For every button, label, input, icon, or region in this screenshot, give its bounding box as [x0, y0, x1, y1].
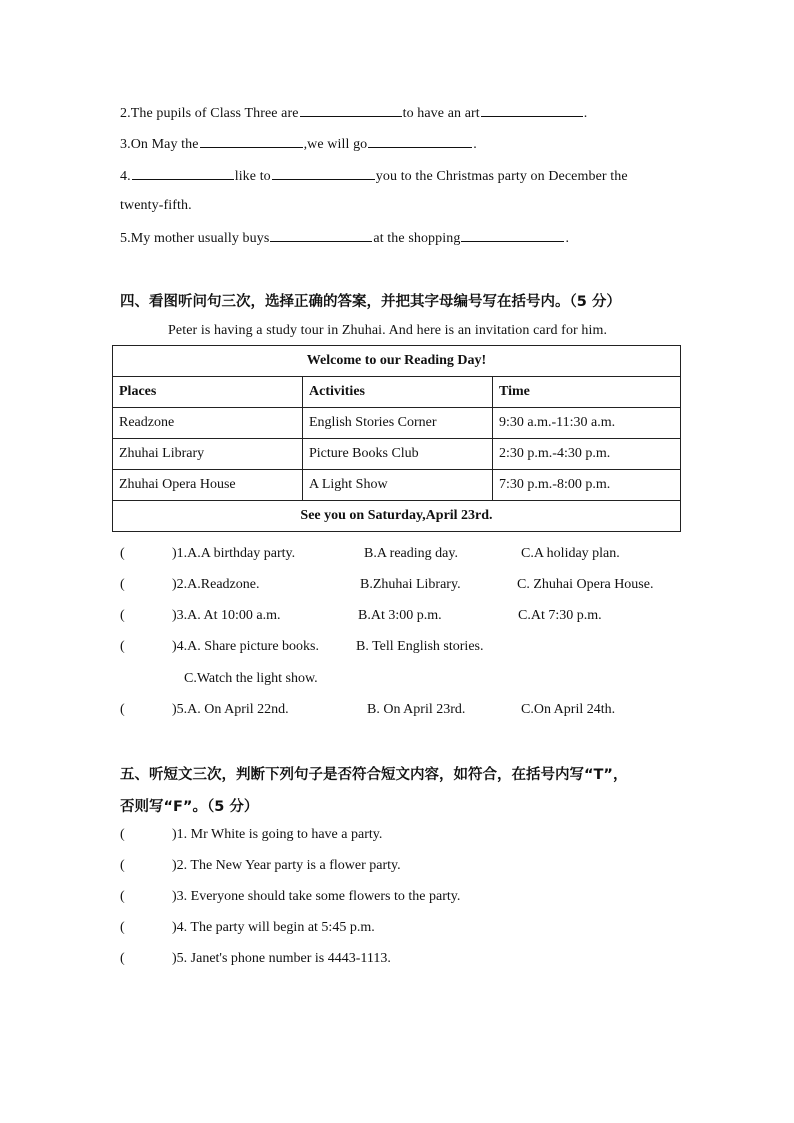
answer-bracket[interactable]: (: [120, 546, 125, 561]
answer-bracket[interactable]: (: [120, 639, 125, 654]
option-a: A. At 10:00 a.m.: [187, 608, 281, 623]
answer-blank[interactable]: [272, 167, 375, 180]
q5-text-b: at the shopping: [373, 231, 461, 246]
tf-item-4: [120, 920, 375, 936]
cell-place: Zhuhai Library: [113, 439, 303, 470]
q3-text-c: .: [473, 137, 477, 152]
question-number: )3.: [172, 608, 188, 623]
answer-blank[interactable]: [461, 229, 564, 242]
section-5-heading-cont: 否则写“F”。（5 分）: [120, 799, 259, 815]
invitation-card-table: [112, 345, 681, 532]
cell-activity: Picture Books Club: [303, 439, 493, 470]
choice-question-2: [120, 577, 259, 593]
q2-text-b: to have an art: [402, 106, 480, 121]
option-b: B. Tell English stories.: [356, 639, 484, 654]
q5-text-c: .: [565, 231, 570, 246]
option-b: B.Zhuhai Library.: [360, 577, 461, 592]
tf-item-2: [120, 858, 401, 874]
header-time: Time: [493, 377, 681, 408]
question-4: [120, 167, 628, 185]
option-c: C.At 7:30 p.m.: [518, 608, 602, 623]
q2-text-c: .: [583, 106, 588, 121]
answer-bracket[interactable]: (: [120, 889, 125, 904]
tf-item-5: [120, 951, 391, 967]
header-activities: Activities: [303, 377, 493, 408]
answer-blank[interactable]: [132, 167, 234, 180]
answer-bracket[interactable]: (: [120, 608, 125, 623]
cell-place: Readzone: [113, 408, 303, 439]
option-b: B.At 3:00 p.m.: [358, 608, 442, 623]
answer-bracket[interactable]: (: [120, 858, 125, 873]
table-title: Welcome to our Reading Day!: [113, 346, 681, 377]
table-row: [113, 470, 681, 501]
answer-bracket[interactable]: (: [120, 920, 125, 935]
option-a: A.A birthday party.: [187, 546, 296, 561]
option-c: C.A holiday plan.: [521, 546, 620, 561]
cell-time: 2:30 p.m.-4:30 p.m.: [493, 439, 681, 470]
answer-bracket[interactable]: (: [120, 702, 125, 717]
tf-item-3: [120, 889, 460, 905]
statement-text: )3. Everyone should take some flowers to the party.: [172, 889, 461, 904]
cell-activity: A Light Show: [303, 470, 493, 501]
option-b: B.A reading day.: [364, 546, 458, 561]
answer-blank[interactable]: [270, 229, 372, 242]
choice-question-5: [120, 702, 289, 718]
table-footer: See you on Saturday,April 23rd.: [113, 501, 681, 532]
cell-time: 7:30 p.m.-8:00 p.m.: [493, 470, 681, 501]
answer-bracket[interactable]: (: [120, 577, 125, 592]
statement-text: )5. Janet's phone number is 4443-1113.: [172, 951, 391, 966]
answer-blank[interactable]: [368, 135, 472, 148]
header-places: Places: [113, 377, 303, 408]
q4-text-a: 4.: [120, 169, 131, 184]
answer-blank[interactable]: [481, 104, 583, 117]
section-4-heading: 四、看图听问句三次，选择正确的答案，并把其字母编号写在括号内。（5 分）: [120, 294, 621, 310]
q3-text-a: 3.On May the: [120, 137, 199, 152]
question-number: )5.: [172, 702, 188, 717]
statement-text: )2. The New Year party is a flower party.: [172, 858, 401, 873]
q4-text-c: you to the Christmas party on December the: [375, 169, 628, 184]
tf-item-1: [120, 827, 382, 843]
cell-place: Zhuhai Opera House: [113, 470, 303, 501]
choice-question-1: [120, 546, 295, 562]
section-4-intro: Peter is having a study tour in Zhuhai. And here is an invitation card for him.: [168, 323, 608, 338]
statement-text: )4. The party will begin at 5:45 p.m.: [172, 920, 375, 935]
answer-blank[interactable]: [200, 135, 303, 148]
choice-question-4: [120, 639, 319, 655]
table-row: [113, 439, 681, 470]
option-a: A. Share picture books.: [187, 639, 319, 654]
question-2: [120, 104, 587, 122]
cell-time: 9:30 a.m.-11:30 a.m.: [493, 408, 681, 439]
section-5-heading: 五、听短文三次，判断下列句子是否符合短文内容，如符合，在括号内写“T”，: [120, 767, 628, 783]
option-b: B. On April 23rd.: [367, 702, 466, 717]
question-number: )1.: [172, 546, 188, 561]
answer-blank[interactable]: [300, 104, 402, 117]
option-a: A.Readzone.: [187, 577, 260, 592]
statement-text: )1. Mr White is going to have a party.: [172, 827, 383, 842]
q4-text-b: like to: [234, 169, 271, 184]
answer-bracket[interactable]: (: [120, 951, 125, 966]
q2-text-a: 2.The pupils of Class Three are: [120, 106, 299, 121]
question-3: [120, 135, 477, 153]
option-c: C.Watch the light show.: [184, 671, 318, 686]
option-c: C. Zhuhai Opera House.: [517, 577, 654, 592]
q5-text-a: 5.My mother usually buys: [120, 231, 270, 246]
question-5: [120, 229, 569, 247]
option-c: C.On April 24th.: [521, 702, 616, 717]
question-4-continued: twenty-fifth.: [120, 198, 192, 213]
q3-text-b: ,we will go: [303, 137, 368, 152]
question-number: )4.: [172, 639, 188, 654]
table-row: [113, 408, 681, 439]
option-a: A. On April 22nd.: [187, 702, 289, 717]
choice-question-3: [120, 608, 281, 624]
question-number: )2.: [172, 577, 188, 592]
answer-bracket[interactable]: (: [120, 827, 125, 842]
cell-activity: English Stories Corner: [303, 408, 493, 439]
